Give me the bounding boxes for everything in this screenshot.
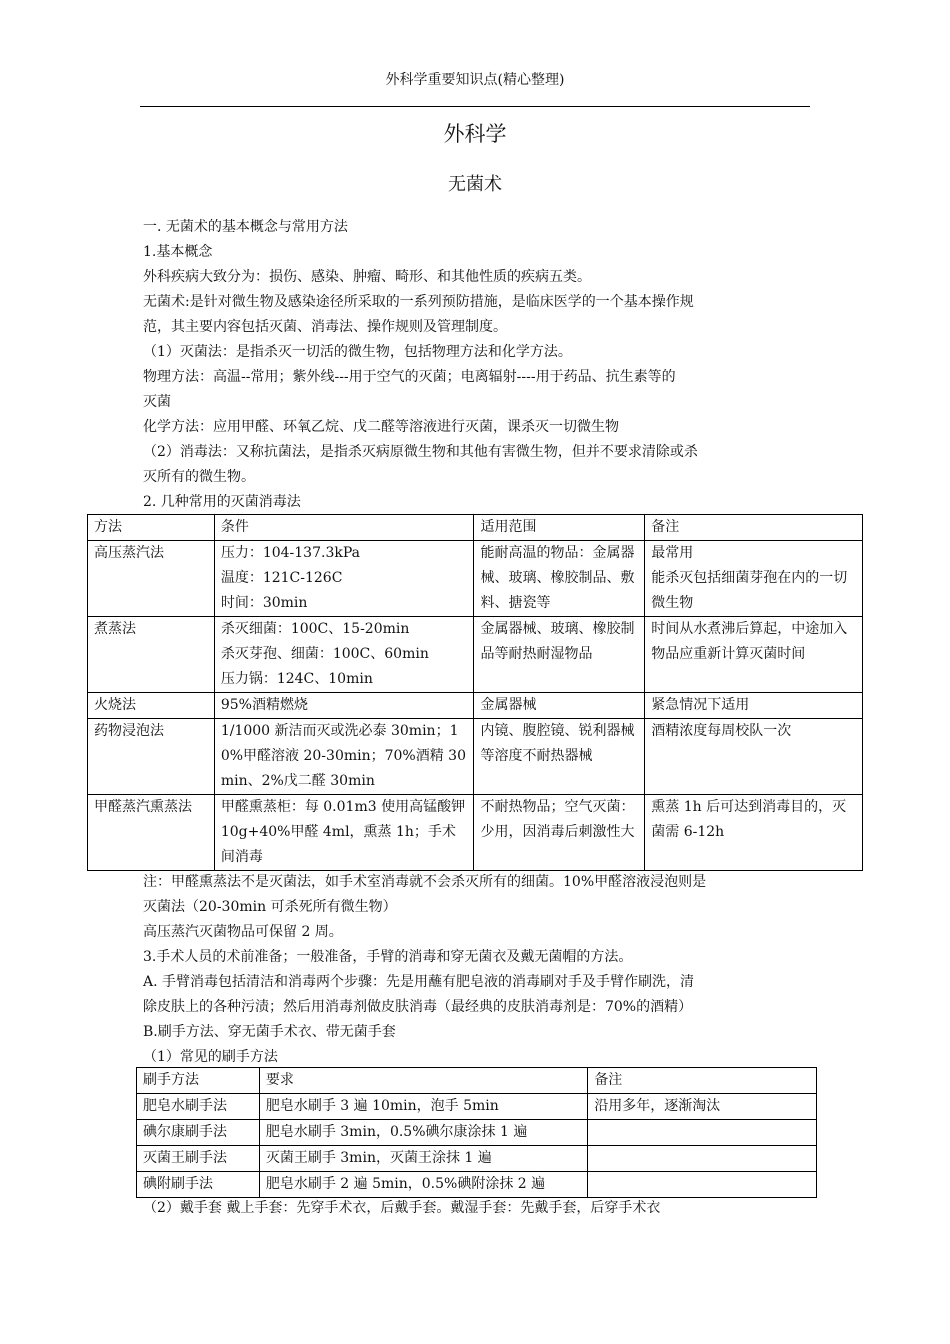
condition-line: 时间：30min — [220, 595, 308, 611]
table-row — [88, 719, 863, 795]
method-cell: 高压蒸汽法 — [88, 541, 215, 617]
table-row — [88, 541, 863, 617]
hand-scrub-table — [136, 1067, 817, 1198]
note-line: 最常用 — [651, 545, 694, 561]
paragraph: 物理方法：高温--常用；紫外线---用于空气的灭菌；电离辐射----用于药品、抗生素等的 — [143, 369, 676, 385]
note-cell: 沿用多年，逐渐淘汰 — [588, 1094, 817, 1120]
table-row — [137, 1146, 817, 1172]
requirement-cell: 肥皂水刷手 3min，0.5%碘尔康涂抹 1 遍 — [259, 1120, 587, 1146]
conditions-cell — [214, 795, 474, 871]
condition-line: 压力锅：124C、10min — [220, 671, 373, 687]
scope-cell: 金属器械、玻璃、橡胶制品等耐热耐湿物品 — [474, 617, 645, 693]
conditions-cell — [214, 541, 474, 617]
condition-line: 1/1000 新洁而灭或洗必泰 30min；10%甲醛溶液 20-30min；70%酒精 30min、2%戊二醛 30min — [220, 723, 466, 789]
method-cell: 火烧法 — [88, 693, 215, 719]
requirement-cell: 灭菌王刷手 3min，灭菌王涂抹 1 遍 — [259, 1146, 587, 1172]
paragraph: 除皮肤上的各种污渍；然后用消毒剂做皮肤消毒（最经典的皮肤消毒剂是：70%的酒精） — [143, 999, 693, 1015]
middle-text — [143, 870, 815, 1070]
paragraph: A. 手臂消毒包括清洁和消毒两个步骤：先是用蘸有肥皂液的消毒刷对手及手臂作刷洗，清 — [143, 974, 695, 990]
header-cell: 适用范围 — [474, 515, 645, 541]
requirement-cell: 肥皂水刷手 3 遍 10min，泡手 5min — [259, 1094, 587, 1120]
paragraph: 化学方法：应用甲醛、环氧乙烷、戊二醛等溶液进行灭菌，课杀灭一切微生物 — [143, 419, 619, 435]
header-cell: 刷手方法 — [137, 1068, 260, 1094]
table-row — [88, 795, 863, 871]
table-row — [137, 1172, 817, 1198]
paragraph: 3.手术人员的术前准备；一般准备，手臂的消毒和穿无菌衣及戴无菌帽的方法。 — [143, 949, 633, 965]
header-cell: 要求 — [259, 1068, 587, 1094]
note-line: 时间从水煮沸后算起，中途加入物品应重新计算灭菌时间 — [651, 621, 848, 662]
paragraph: 无菌术:是针对微生物及感染途径所采取的一系列预防措施，是临床医学的一个基本操作规 — [143, 294, 694, 310]
table-row — [137, 1120, 817, 1146]
paragraph: 灭菌 — [143, 394, 171, 410]
table-row — [88, 617, 863, 693]
method-cell: 灭菌王刷手法 — [137, 1146, 260, 1172]
intro-text — [143, 215, 815, 515]
condition-line: 甲醛熏蒸柜：每 0.01m3 使用高锰酸钾 10g+40%甲醛 4ml，熏蒸 1h；手术间消毒 — [220, 799, 466, 865]
note-cell — [588, 1120, 817, 1146]
table-row — [88, 693, 863, 719]
note-cell — [645, 795, 863, 871]
note-line: 熏蒸 1h 后可达到消毒目的，灭菌需 6-12h — [651, 799, 847, 840]
heading-1-1: 1.基本概念 — [143, 244, 213, 260]
scope-cell: 金属器械 — [474, 693, 645, 719]
note-line: 紧急情况下适用 — [651, 697, 750, 713]
paragraph: 外科疾病大致分为：损伤、感染、肿瘤、畸形、和其他性质的疾病五类。 — [143, 269, 591, 285]
scope-cell: 内镜、腹腔镜、锐利器械等溶度不耐热器械 — [474, 719, 645, 795]
scope-cell: 能耐高温的物品：金属器械、玻璃、橡胶制品、敷料、搪瓷等 — [474, 541, 645, 617]
condition-line: 杀灭芽孢、细菌：100C、60min — [220, 646, 429, 662]
paragraph: 灭菌法（20-30min 可杀死所有微生物） — [143, 899, 397, 915]
paragraph: 范，其主要内容包括灭菌、消毒法、操作规则及管理制度。 — [143, 319, 507, 335]
table-row — [137, 1094, 817, 1120]
page-header: 外科学重要知识点(精心整理) — [385, 72, 565, 88]
table-header-row — [88, 515, 863, 541]
method-cell: 药物浸泡法 — [88, 719, 215, 795]
conditions-cell — [214, 719, 474, 795]
note-cell — [645, 617, 863, 693]
note-line: 酒精浓度每周校队一次 — [651, 723, 792, 739]
paragraph: B.刷手方法、穿无菌手术衣、带无菌手套 — [143, 1024, 396, 1040]
paragraph: （1）灭菌法：是指杀灭一切活的微生物，包括物理方法和化学方法。 — [143, 344, 572, 360]
paragraph: 高压蒸汽灭菌物品可保留 2 周。 — [143, 924, 343, 940]
sterilization-methods-table — [87, 514, 863, 871]
note-cell — [588, 1172, 817, 1198]
method-cell: 肥皂水刷手法 — [137, 1094, 260, 1120]
note-cell — [588, 1146, 817, 1172]
paragraph: 注：甲醛熏蒸法不是灭菌法，如手术室消毒就不会杀灭所有的细菌。10%甲醛溶液浸泡则是 — [143, 874, 707, 890]
paragraph: （1）常见的刷手方法 — [143, 1049, 278, 1065]
header-divider — [140, 106, 810, 107]
note-cell — [645, 693, 863, 719]
conditions-cell — [214, 693, 474, 719]
condition-line: 95%酒精燃烧 — [220, 697, 308, 713]
header-cell: 备注 — [645, 515, 863, 541]
paragraph: （2）消毒法：又称抗菌法，是指杀灭病原微生物和其他有害微生物，但并不要求清除或杀 — [143, 444, 698, 460]
footer-text — [143, 1196, 815, 1221]
method-cell: 碘尔康刷手法 — [137, 1120, 260, 1146]
heading-1: 一. 无菌术的基本概念与常用方法 — [143, 219, 348, 235]
page-title: 外科学 — [443, 122, 507, 146]
method-cell: 碘附刷手法 — [137, 1172, 260, 1198]
table-header-row — [137, 1068, 817, 1094]
method-cell: 煮蒸法 — [88, 617, 215, 693]
note-line: 能杀灭包括细菌芽孢在内的一切微生物 — [651, 570, 848, 611]
requirement-cell: 肥皂水刷手 2 遍 5min，0.5%碘附涂抹 2 遍 — [259, 1172, 587, 1198]
note-cell — [645, 541, 863, 617]
heading-1-2: 2. 几种常用的灭菌消毒法 — [143, 494, 301, 510]
section-title: 无菌术 — [448, 174, 502, 195]
scope-cell: 不耐热物品；空气灭菌：少用，因消毒后刺激性大 — [474, 795, 645, 871]
header-cell: 条件 — [214, 515, 474, 541]
header-cell: 备注 — [588, 1068, 817, 1094]
condition-line: 温度：121C-126C — [220, 570, 343, 586]
note-cell — [645, 719, 863, 795]
conditions-cell — [214, 617, 474, 693]
paragraph: 灭所有的微生物。 — [143, 469, 255, 485]
method-cell: 甲醛蒸汽熏蒸法 — [88, 795, 215, 871]
condition-line: 压力：104-137.3kPa — [220, 545, 360, 561]
condition-line: 杀灭细菌：100C、15-20min — [220, 621, 410, 637]
header-cell: 方法 — [88, 515, 215, 541]
paragraph: （2）戴手套 戴上手套：先穿手术衣，后戴手套。戴湿手套：先戴手套，后穿手术衣 — [143, 1200, 661, 1216]
